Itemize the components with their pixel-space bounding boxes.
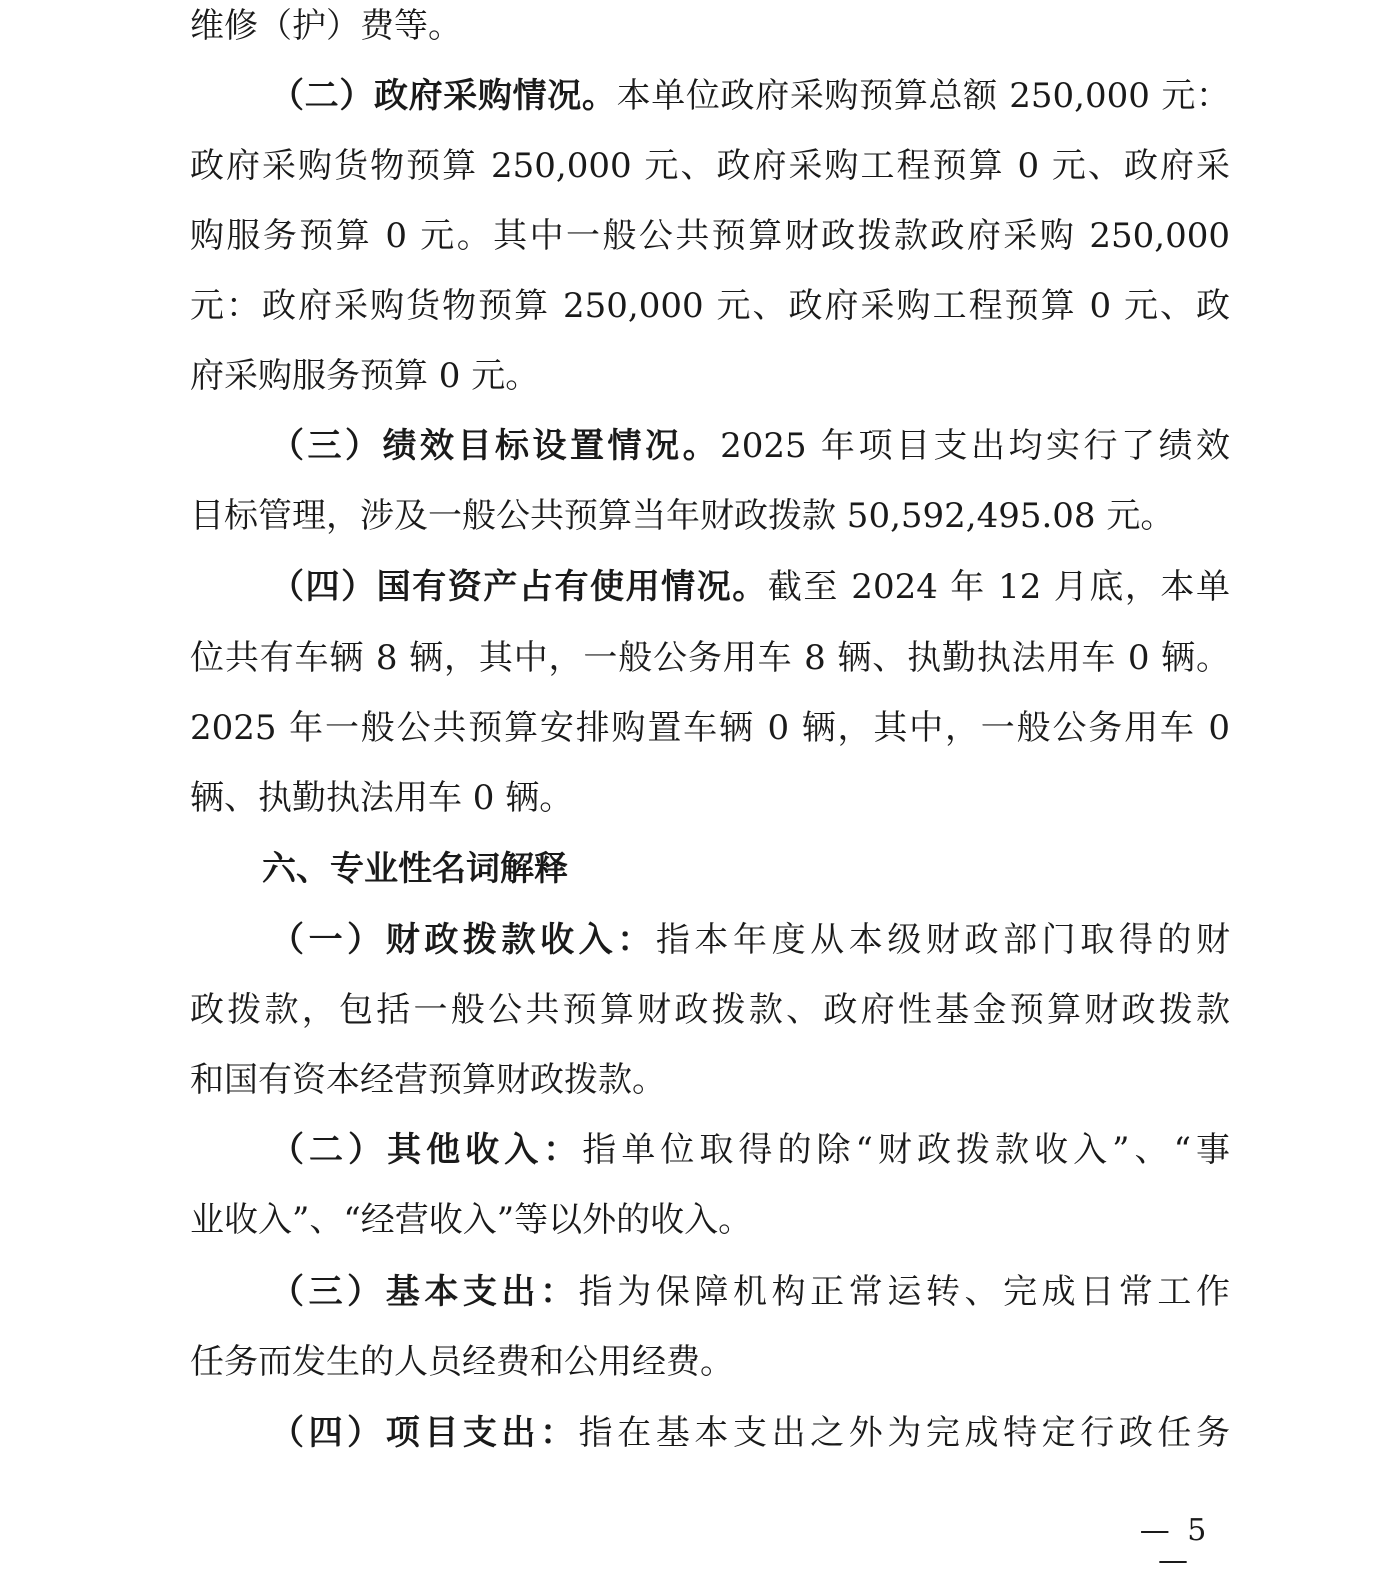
- text-line-1: 维修（护）费等。: [190, 6, 462, 46]
- text-line-2: （二）政府采购情况。本单位政府采购预算总额 250,000 元：: [270, 76, 1230, 116]
- text-line-3: 政府采购货物预算 250,000 元、政府采购工程预算 0 元、政府采: [190, 146, 1230, 186]
- text-line-15: 政拨款，包括一般公共预算财政拨款、政府性基金预算财政拨款: [190, 990, 1230, 1030]
- text-line-6: 府采购服务预算 0 元。: [190, 356, 540, 396]
- term-basic-expenditure: （三）基本支出：: [270, 1272, 579, 1312]
- subsection-title-assets: （四）国有资产占有使用情况。: [270, 567, 768, 607]
- text-line-18: 业收入”、“经营收入”等以外的收入。: [190, 1200, 753, 1240]
- text-line-14: （一）财政拨款收入：指本年度从本级财政部门取得的财: [270, 920, 1231, 960]
- text-line-7: （三）绩效目标设置情况。2025 年项目支出均实行了绩效: [270, 426, 1231, 466]
- text-line-9: （四）国有资产占有使用情况。截至 2024 年 12 月底，本单: [270, 567, 1230, 607]
- term-other-income: （二）其他收入：: [270, 1130, 583, 1170]
- text-line-4: 购服务预算 0 元。其中一般公共预算财政拨款政府采购 250,000: [190, 216, 1230, 256]
- text-line-19: （三）基本支出：指为保障机构正常运转、完成日常工作: [270, 1272, 1231, 1312]
- text-line-17: （二）其他收入：指单位取得的除“财政拨款收入”、“事: [270, 1130, 1230, 1170]
- text-line-16: 和国有资本经营预算财政拨款。: [190, 1060, 666, 1100]
- text-line-10: 位共有车辆 8 辆，其中，一般公务用车 8 辆、执勤执法用车 0 辆。: [190, 638, 1230, 678]
- text-line-12: 辆、执勤执法用车 0 辆。: [190, 778, 574, 818]
- page-number: — 5 —: [1139, 1513, 1211, 1578]
- subsection-title-performance: （三）绩效目标设置情况。: [270, 426, 721, 466]
- subsection-title-procurement: （二）政府采购情况。: [270, 76, 617, 116]
- term-fiscal-appropriation: （一）财政拨款收入：: [270, 920, 656, 960]
- term-project-expenditure: （四）项目支出：: [270, 1413, 579, 1453]
- text-line-21: （四）项目支出：指在基本支出之外为完成特定行政任务: [270, 1413, 1231, 1453]
- text-line-5: 元：政府采购货物预算 250,000 元、政府采购工程预算 0 元、政: [190, 286, 1230, 326]
- text-line-8: 目标管理，涉及一般公共预算当年财政拨款 50,592,495.08 元。: [190, 496, 1175, 536]
- section-heading-terms: 六、专业性名词解释: [262, 849, 568, 889]
- text-line-11: 2025 年一般公共预算安排购置车辆 0 辆，其中，一般公务用车 0: [190, 708, 1230, 748]
- text-line-20: 任务而发生的人员经费和公用经费。: [190, 1342, 734, 1382]
